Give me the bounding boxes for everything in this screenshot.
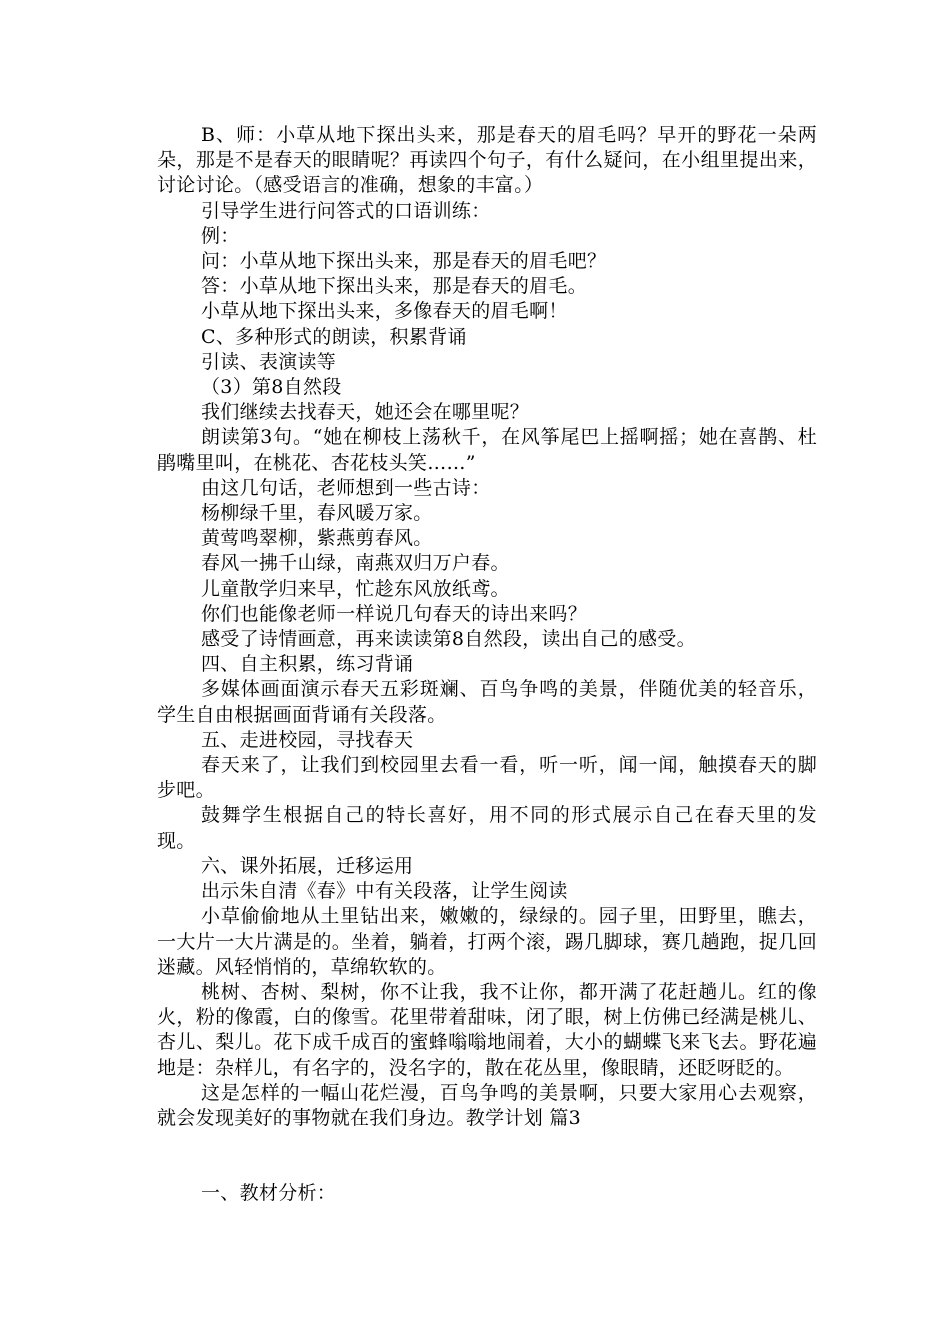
quoted-paragraph: 桃树、杏树、梨树，你不让我，我不让你，都开满了花赶趟儿。红的像火，粉的像霞，白的像雪。花里带着甜味，闭了眼，树上仿佛已经满是桃儿、杏儿、梨儿。花下成千成百的蜜蜂嗡嗡地闹着，大小的蝴蝶飞来飞去。野花遍地是：杂样儿，有名字的，没名字的，散在花丛里，像眼睛，还眨呀眨的。 [157,980,817,1079]
paragraph: 这是怎样的一幅山花烂漫，百鸟争鸣的美景啊，只要大家用心去观察，就会发现美好的事物就在我们身边。教学计划 篇3 [157,1081,817,1129]
section-heading: 六、课外拓展，迁移运用 [201,854,414,877]
paragraph: 问：小草从地下探出头来，那是春天的眉毛吧？ [201,250,607,273]
poem-line: 儿童散学归来早，忙趁东风放纸鸢。 [201,577,510,600]
paragraph: 引导学生进行问答式的口语训练： [201,199,491,222]
paragraph: 你们也能像老师一样说几句春天的诗出来吗？ [201,602,588,625]
paragraph: C、多种形式的朗读，积累背诵 [201,325,467,348]
paragraph: （3）第8自然段 [201,376,342,399]
spacer [157,1131,817,1181]
quoted-paragraph: 小草偷偷地从土里钻出来，嫩嫩的，绿绿的。园子里，田野里，瞧去，一大片一大片满是的。坐着，躺着，打两个滚，踢几脚球，赛几趟跑，捉几回迷藏。风轻悄悄的，草绵软软的。 [157,905,817,978]
poem-line: 黄莺鸣翠柳，紫燕剪春风。 [201,527,433,550]
paragraph: 答：小草从地下探出头来，那是春天的眉毛。 [201,275,588,298]
paragraph: 鼓舞学生根据自己的特长喜好，用不同的形式展示自己在春天里的发现。 [157,804,817,852]
paragraph: 由这几句话，老师想到一些古诗： [201,476,491,499]
document-body [157,123,817,1206]
paragraph: 感受了诗情画意，再来读读第8自然段，读出自己的感受。 [201,628,696,651]
section-heading: 五、走进校园，寻找春天 [201,728,414,751]
paragraph: 出示朱自清《春》中有关段落，让学生阅读 [201,880,568,903]
paragraph: 小草从地下探出头来，多像春天的眉毛啊！ [201,300,568,323]
paragraph: 引读、表演读等 [201,350,337,373]
poem-line: 杨柳绿千里，春风暖万家。 [201,502,433,525]
paragraph: 我们继续去找春天，她还会在哪里呢？ [201,401,530,424]
paragraph: 例： [201,224,240,247]
paragraph: 多媒体画面演示春天五彩斑斓、百鸟争鸣的美景，伴随优美的轻音乐，学生自由根据画面背诵有关段落。 [157,678,817,726]
section-heading: 一、教材分析： [201,1182,337,1205]
poem-line: 春风一拂千山绿，南燕双归万户春。 [201,552,510,575]
paragraph: 春天来了，让我们到校园里去看一看，听一听，闻一闻，触摸春天的脚步吧。 [157,754,817,802]
section-heading: 四、自主积累，练习背诵 [201,653,414,676]
paragraph: 朗读第3句。“她在柳枝上荡秋千，在风筝尾巴上摇啊摇；她在喜鹊、杜鹃嘴里叫，在桃花、杏花枝头笑……” [157,426,817,474]
paragraph: B、师：小草从地下探出头来，那是春天的眉毛吗？早开的野花一朵两朵，那是不是春天的眼睛呢？再读四个句子，有什么疑问，在小组里提出来，讨论讨论。（感受语言的准确，想象的丰富。） [157,124,817,197]
